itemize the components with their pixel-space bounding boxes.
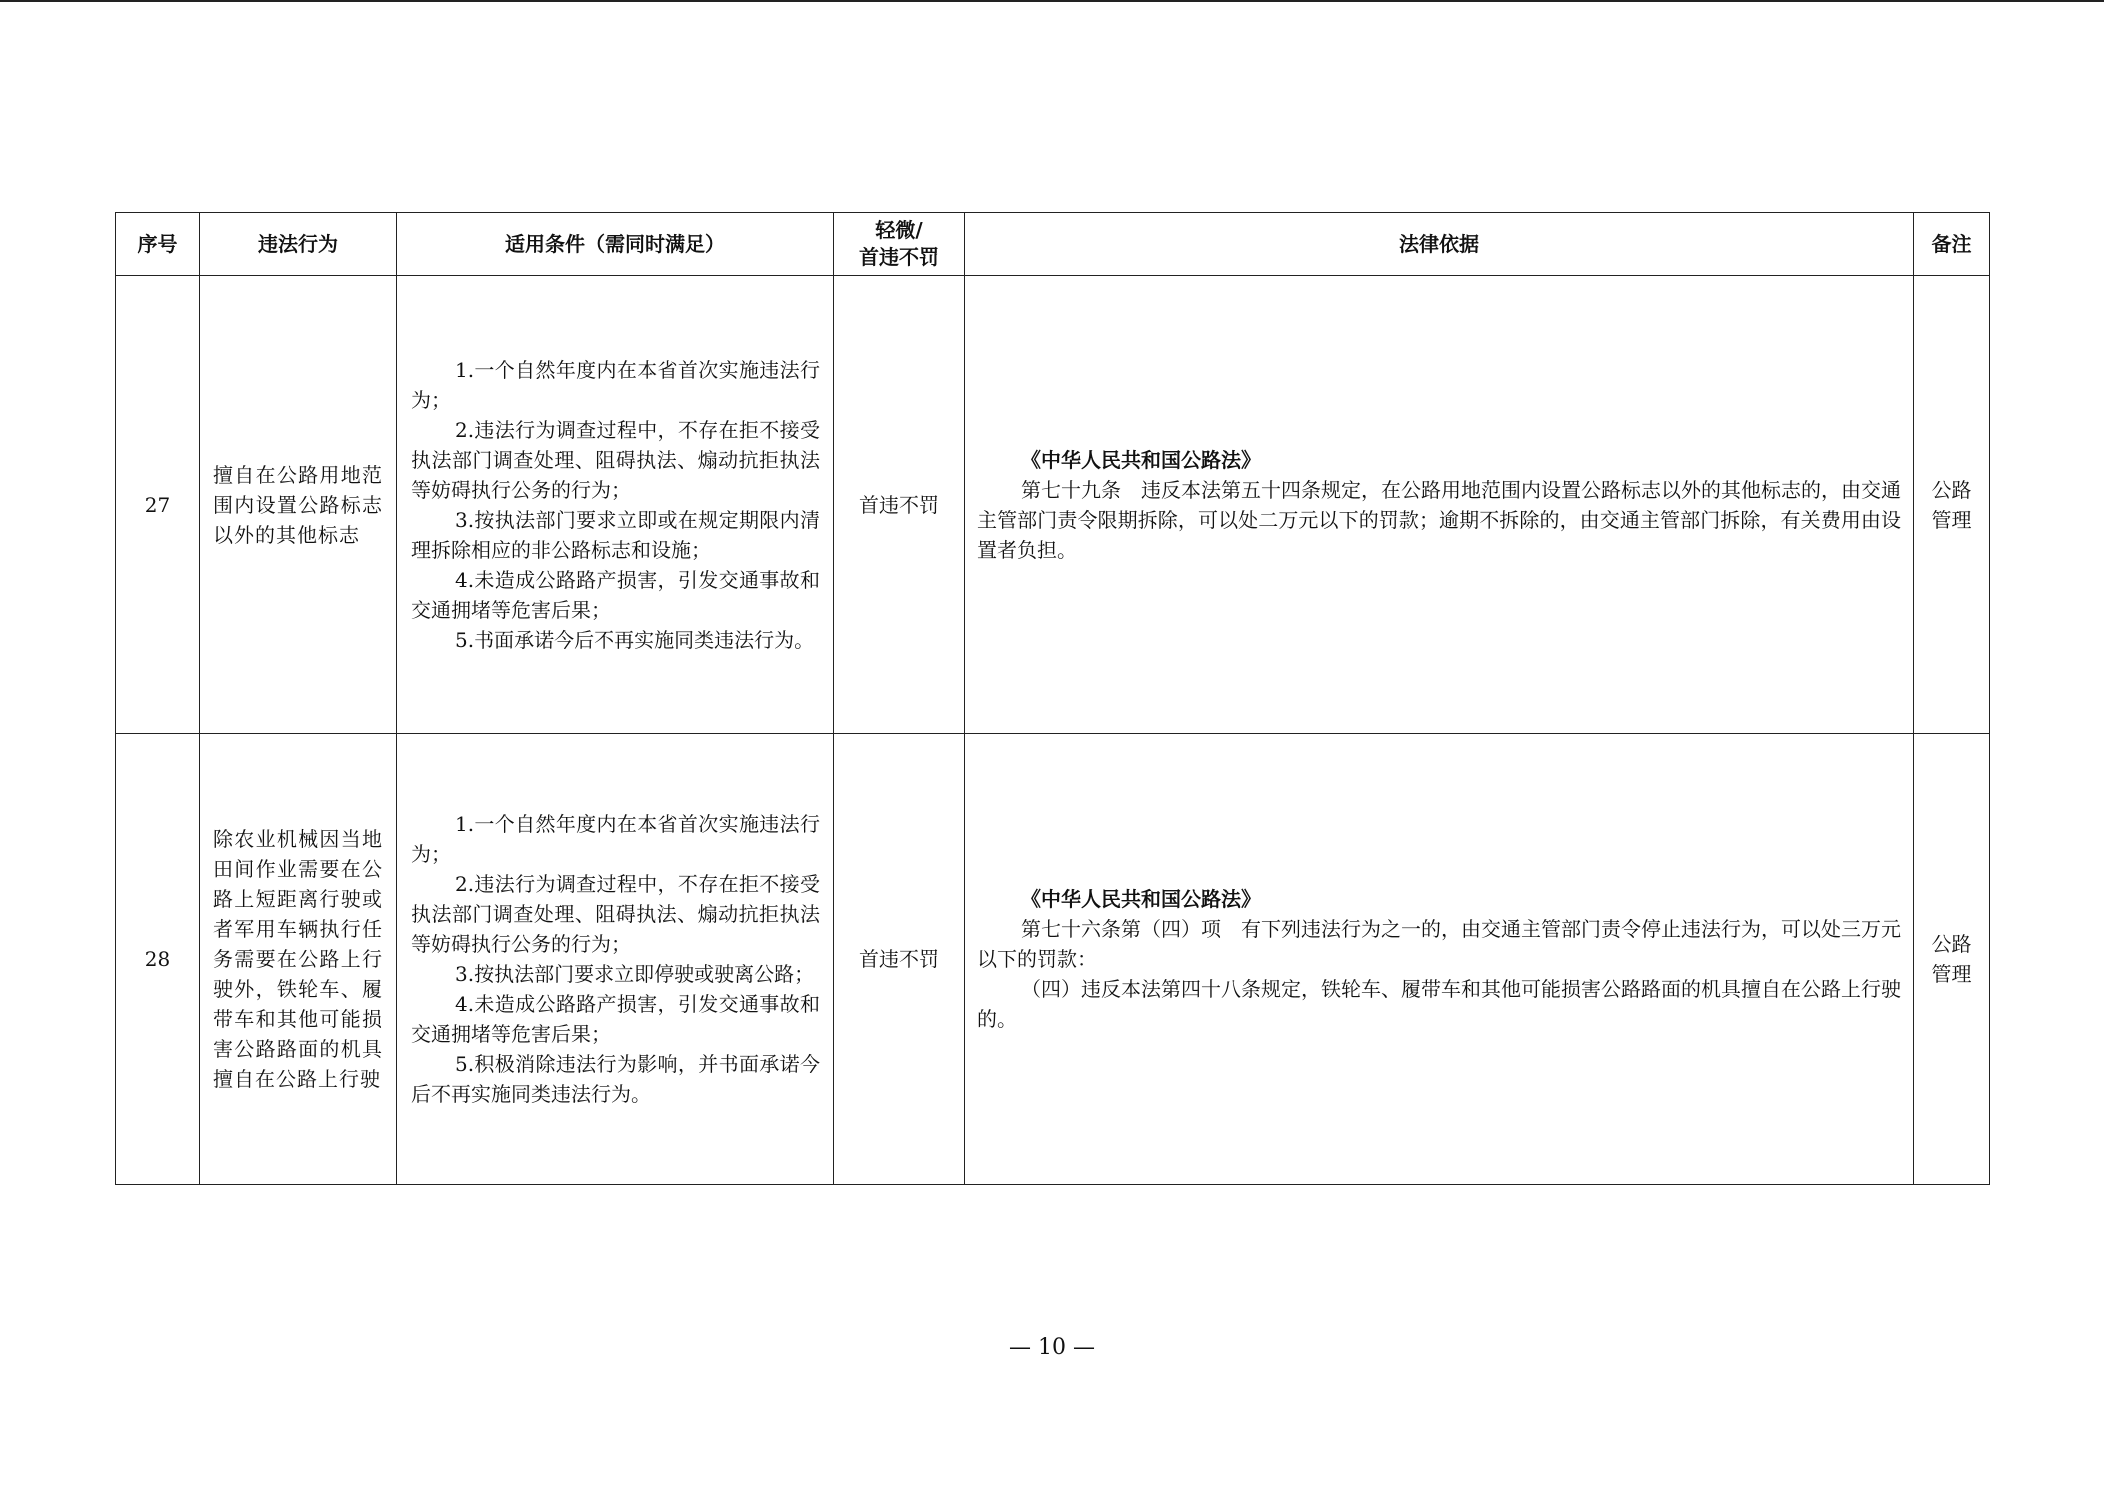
row-penalty: 首违不罚 bbox=[834, 734, 965, 1185]
law-paragraph: 第七十九条 违反本法第五十四条规定，在公路用地范围内设置公路标志以外的其他标志的，由交通主管部门责令限期拆除，可以处二万元以下的罚款；逾期不拆除的，由交通主管部门拆除，有关费用由设置者负担。 bbox=[977, 477, 1901, 562]
condition-item: 4.未造成公路路产损害，引发交通事故和交通拥堵等危害后果； bbox=[411, 567, 820, 622]
condition-item: 1.一个自然年度内在本省首次实施违法行为； bbox=[411, 812, 820, 866]
row-note: 公路管理 bbox=[1914, 734, 1990, 1185]
header-penalty-line1: 轻微/ bbox=[875, 218, 923, 242]
condition-item: 1.一个自然年度内在本省首次实施违法行为； bbox=[411, 357, 820, 412]
row-seq: 28 bbox=[116, 734, 200, 1185]
condition-item: 4.未造成公路路产损害，引发交通事故和交通拥堵等危害后果； bbox=[411, 992, 820, 1046]
row-legal-basis bbox=[965, 734, 1914, 1185]
header-note: 备注 bbox=[1914, 213, 1990, 276]
table-row bbox=[116, 734, 1990, 1185]
row-penalty: 首违不罚 bbox=[834, 276, 965, 734]
page-number: — 10 — bbox=[1009, 1335, 1095, 1360]
condition-item: 3.按执法部门要求立即停驶或驶离公路； bbox=[455, 962, 815, 986]
law-title: 《中华人民共和国公路法》 bbox=[1021, 887, 1261, 911]
law-paragraph: 第七十六条第（四）项 有下列违法行为之一的，由交通主管部门责令停止违法行为，可以处三万元以下的罚款： bbox=[977, 917, 1901, 971]
condition-item: 3.按执法部门要求立即或在规定期限内清理拆除相应的非公路标志和设施； bbox=[411, 507, 820, 562]
condition-item: 2.违法行为调查过程中，不存在拒不接受执法部门调查处理、阻碍执法、煽动抗拒执法等妨碍执行公务的行为； bbox=[411, 872, 820, 956]
header-legal-basis: 法律依据 bbox=[965, 213, 1914, 276]
table-header-row bbox=[116, 213, 1990, 276]
top-border-line bbox=[0, 0, 2104, 2]
law-paragraph: （四）违反本法第四十八条规定，铁轮车、履带车和其他可能损害公路路面的机具擅自在公路上行驶的。 bbox=[977, 977, 1901, 1031]
row-seq: 27 bbox=[116, 276, 200, 734]
condition-item: 5.书面承诺今后不再实施同类违法行为。 bbox=[455, 627, 815, 652]
law-title: 《中华人民共和国公路法》 bbox=[1021, 447, 1261, 472]
header-violation: 违法行为 bbox=[200, 213, 397, 276]
condition-item: 5.积极消除违法行为影响，并书面承诺今后不再实施同类违法行为。 bbox=[411, 1052, 820, 1106]
header-conditions: 适用条件（需同时满足） bbox=[397, 213, 834, 276]
table-row bbox=[116, 276, 1990, 734]
row-conditions bbox=[397, 276, 834, 734]
penalty-exemption-table bbox=[115, 212, 1990, 1185]
row-legal-basis bbox=[965, 276, 1914, 734]
row-violation: 除农业机械因当地田间作业需要在公路上短距离行驶或者军用车辆执行任务需要在公路上行驶外，铁轮车、履带车和其他可能损害公路路面的机具擅自在公路上行驶 bbox=[200, 734, 397, 1185]
row-note: 公路管理 bbox=[1914, 276, 1990, 734]
row-violation: 擅自在公路用地范围内设置公路标志以外的其他标志 bbox=[200, 276, 397, 734]
header-seq: 序号 bbox=[116, 213, 200, 276]
header-penalty bbox=[834, 213, 965, 276]
row-conditions bbox=[397, 734, 834, 1185]
condition-item: 2.违法行为调查过程中，不存在拒不接受执法部门调查处理、阻碍执法、煽动抗拒执法等妨碍执行公务的行为； bbox=[411, 417, 820, 502]
header-penalty-line2: 首违不罚 bbox=[859, 245, 939, 269]
